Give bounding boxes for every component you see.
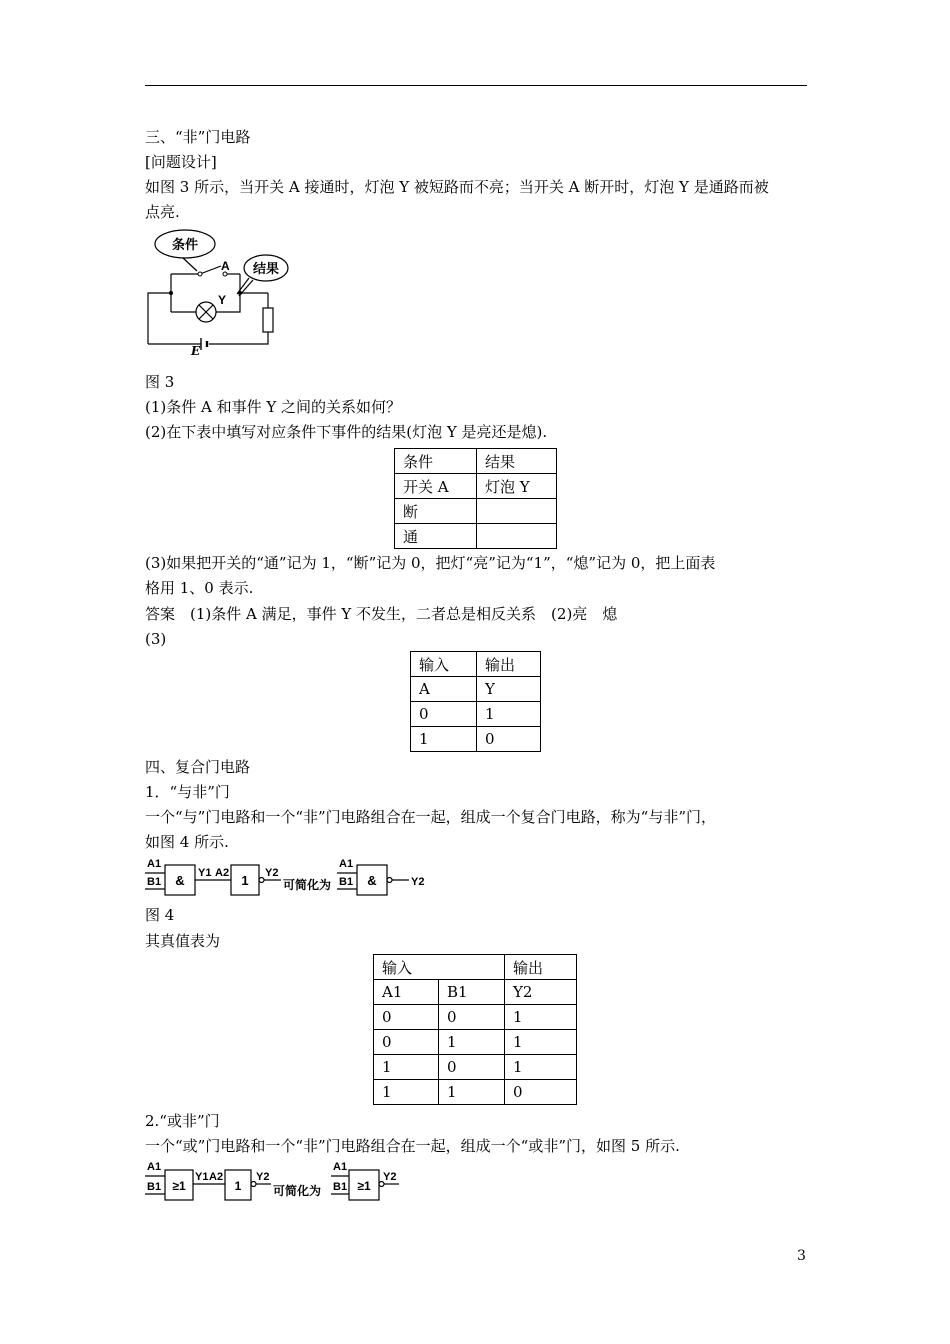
- table-cell: 1: [374, 1080, 439, 1105]
- question-3-line2: 格用 1、0 表示.: [145, 579, 254, 597]
- table-row: [411, 702, 541, 727]
- answer: 答案 (1)条件 A 满足，事件 Y 不发生，二者总是相反关系 (2)亮 熄: [145, 605, 618, 623]
- table-cell: 通: [395, 524, 477, 549]
- table-cell: A: [411, 677, 477, 702]
- table-cell: 0: [411, 702, 477, 727]
- table-cell: 1: [439, 1080, 505, 1105]
- output-y1-label: Y1: [195, 1171, 209, 1183]
- table-row: [374, 1055, 577, 1080]
- table-cell: 1: [411, 727, 477, 752]
- not-symbol: 1: [241, 873, 249, 888]
- input-b1-label: B1: [333, 1181, 348, 1193]
- table-cell: 0: [439, 1055, 505, 1080]
- table-cell: 0: [374, 1030, 439, 1055]
- page-number: 3: [797, 1248, 806, 1264]
- table-row: [411, 727, 541, 752]
- table-cell: 输入: [374, 955, 505, 980]
- table-cell: 1: [505, 1005, 577, 1030]
- table-cell: 条件: [395, 449, 477, 474]
- table-row: [374, 955, 577, 980]
- section3-heading: 三、“非”门电路: [145, 128, 251, 146]
- input-a2-label: A2: [209, 1171, 224, 1183]
- nand-desc-line1: 一个“与”门电路和一个“非”门电路组合在一起，组成一个复合门电路，称为“与非”门，: [145, 808, 717, 826]
- section4-heading: 四、复合门电路: [145, 758, 251, 776]
- or-symbol: ≥1: [357, 1179, 371, 1193]
- battery-label: E: [191, 344, 201, 358]
- table-cell: 0: [505, 1080, 577, 1105]
- input-a1-label: A1: [333, 1161, 348, 1173]
- figure-3-caption: 图 3: [145, 373, 175, 391]
- or-symbol: ≥1: [172, 1179, 186, 1193]
- nand-desc-line2: 如图 4 所示.: [145, 833, 229, 851]
- and-symbol: &: [175, 873, 185, 888]
- table-cell: Y2: [505, 980, 577, 1005]
- input-a1-label: A1: [147, 1161, 162, 1173]
- output-y2-label: Y2: [256, 1171, 270, 1183]
- input-b1-label: B1: [147, 876, 162, 888]
- table-cell: [477, 499, 557, 524]
- resistor: [263, 308, 273, 332]
- table-cell: 0: [374, 1005, 439, 1030]
- table-cell: 1: [374, 1055, 439, 1080]
- output-y1-label: Y1: [198, 867, 212, 879]
- table-cell: 1: [505, 1030, 577, 1055]
- table-cell: B1: [439, 980, 505, 1005]
- table-row: [374, 1005, 577, 1030]
- table-cell: 输入: [411, 652, 477, 677]
- output-y2-label: Y2: [265, 867, 279, 879]
- nor-subheading: 2.“或非”门: [145, 1112, 220, 1130]
- input-a1-label: A1: [339, 858, 354, 870]
- input-a2-label: A2: [215, 867, 230, 879]
- answer-3: (3): [145, 630, 167, 648]
- table-row: [411, 652, 541, 677]
- output-y2-label: Y2: [411, 876, 425, 888]
- circuit-figure-3: [145, 226, 295, 358]
- table-cell: 1: [439, 1030, 505, 1055]
- not-symbol: 1: [234, 1179, 242, 1193]
- table-row: [395, 524, 557, 549]
- section3-desc-line1: 如图 3 所示，当开关 A 接通时，灯泡 Y 被短路而不亮；当开关 A 断开时，灯泡 Y 是通路而被: [145, 178, 769, 196]
- table-cell: [477, 524, 557, 549]
- nand-gate-figure-4: [145, 855, 430, 897]
- nand-truth-table: [373, 954, 577, 1105]
- question-3-line1: (3)如果把开关的“通”记为 1，“断”记为 0，把灯“亮”记为“1”，“熄”记为 0，把上面表: [145, 554, 716, 572]
- condition-result-table: [394, 448, 557, 549]
- input-b1-label: B1: [339, 876, 354, 888]
- table-cell: 1: [505, 1055, 577, 1080]
- output-y2-label: Y2: [383, 1171, 397, 1183]
- table-row: [374, 1030, 577, 1055]
- table-cell: 输出: [477, 652, 541, 677]
- table-row: [374, 1080, 577, 1105]
- not-gate-truth-table: [410, 651, 541, 752]
- simplify-text: 可简化为: [283, 878, 332, 892]
- table-row: [395, 499, 557, 524]
- table-cell: 断: [395, 499, 477, 524]
- table-cell: A1: [374, 980, 439, 1005]
- switch-a: [200, 266, 221, 274]
- lamp-label: Y: [218, 293, 227, 307]
- switch-label: A: [221, 259, 230, 273]
- truth-table-intro: 其真值表为: [145, 932, 221, 950]
- nand-subheading: 1．“与非”门: [145, 783, 230, 801]
- simplify-text: 可简化为: [273, 1184, 322, 1198]
- table-cell: 结果: [477, 449, 557, 474]
- table-cell: 0: [477, 727, 541, 752]
- table-cell: 灯泡 Y: [477, 474, 557, 499]
- table-row: [411, 677, 541, 702]
- nor-desc: 一个“或”门电路和一个“非”门电路组合在一起，组成一个“或非”门，如图 5 所示.: [145, 1137, 680, 1155]
- nor-gate-figure-5: [145, 1158, 405, 1204]
- table-cell: 1: [477, 702, 541, 727]
- table-cell: 开关 A: [395, 474, 477, 499]
- section3-desc-line2: 点亮.: [145, 203, 180, 221]
- and-symbol: &: [367, 873, 377, 888]
- table-row: [395, 449, 557, 474]
- input-b1-label: B1: [147, 1181, 162, 1193]
- table-cell: 输出: [505, 955, 577, 980]
- table-cell: Y: [477, 677, 541, 702]
- question-2: (2)在下表中填写对应条件下事件的结果(灯泡 Y 是亮还是熄).: [145, 423, 548, 441]
- result-label: 结果: [252, 262, 280, 277]
- header-rule: [145, 85, 807, 86]
- input-a1-label: A1: [147, 858, 162, 870]
- table-row: [374, 980, 577, 1005]
- problem-design-label: [问题设计]: [145, 153, 217, 171]
- condition-label: 条件: [171, 238, 199, 253]
- figure-4-caption: 图 4: [145, 906, 175, 924]
- table-cell: 0: [439, 1005, 505, 1030]
- question-1: (1)条件 A 和事件 Y 之间的关系如何？: [145, 398, 402, 416]
- table-row: [395, 474, 557, 499]
